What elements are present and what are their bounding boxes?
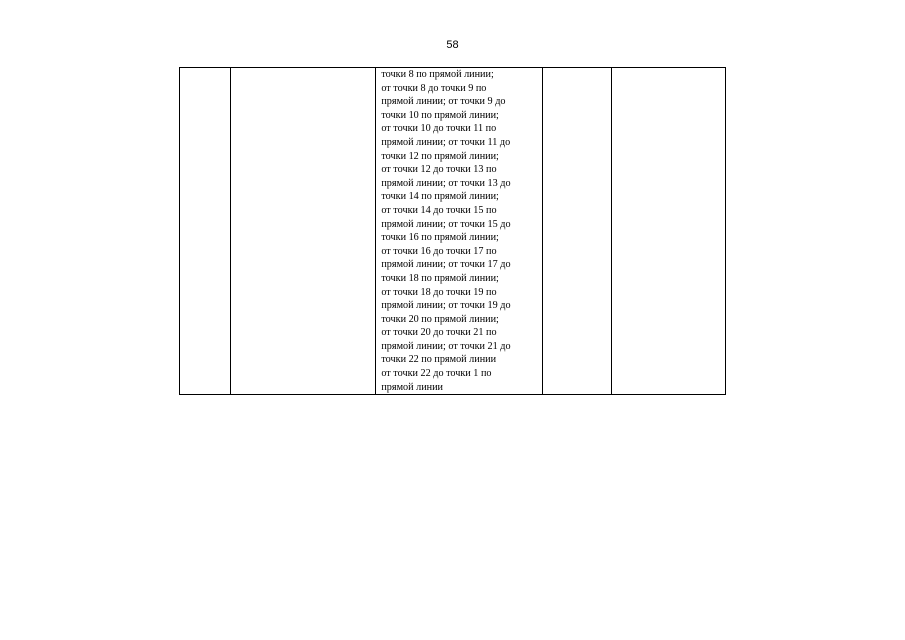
text-line: точки 14 по прямой линии;	[381, 191, 499, 203]
table-cell-3	[376, 68, 542, 395]
boundary-description-text	[376, 68, 541, 394]
text-line: от точки 12 до точки 13 по	[381, 164, 497, 176]
text-line: точки 16 по прямой линии;	[381, 232, 499, 244]
text-line: точки 20 по прямой линии;	[381, 313, 499, 325]
text-line: точки 10 по прямой линии;	[381, 109, 499, 121]
text-line: прямой линии; от точки 15 до	[381, 218, 511, 230]
text-line: точки 12 по прямой линии;	[381, 150, 499, 162]
page-number: 58	[446, 39, 459, 51]
text-line: прямой линии; от точки 17 до	[381, 259, 511, 271]
text-line: точки 8 по прямой линии;	[381, 69, 494, 80]
text-line: от точки 20 до точки 21 по	[381, 327, 497, 339]
table-row	[180, 68, 726, 395]
text-line: прямой линии; от точки 13 до	[381, 177, 511, 189]
text-line: прямой линии; от точки 19 до	[381, 300, 511, 312]
text-line: прямой линии; от точки 21 до	[381, 340, 511, 352]
text-line: от точки 10 до точки 11 по	[381, 123, 497, 135]
text-line: от точки 8 до точки 9 по	[381, 82, 487, 94]
text-line: от точки 18 до точки 19 по	[381, 286, 497, 298]
text-line: от точки 16 до точки 17 по	[381, 245, 497, 257]
text-line: прямой линии	[381, 381, 444, 393]
text-line: точки 18 по прямой линии;	[381, 272, 499, 284]
text-line: точки 22 по прямой линии	[381, 354, 497, 366]
table-cell-5	[611, 68, 725, 395]
text-line: прямой линии; от точки 11 до	[381, 136, 511, 148]
table-cell-2	[231, 68, 376, 395]
table-cell-4	[542, 68, 611, 395]
text-line: от точки 22 до точки 1 по	[381, 368, 492, 380]
table-cell-1	[180, 68, 231, 395]
text-line: прямой линии; от точки 9 до	[381, 96, 506, 108]
boundary-description-table	[179, 67, 726, 395]
text-line: от точки 14 до точки 15 по	[381, 204, 497, 216]
